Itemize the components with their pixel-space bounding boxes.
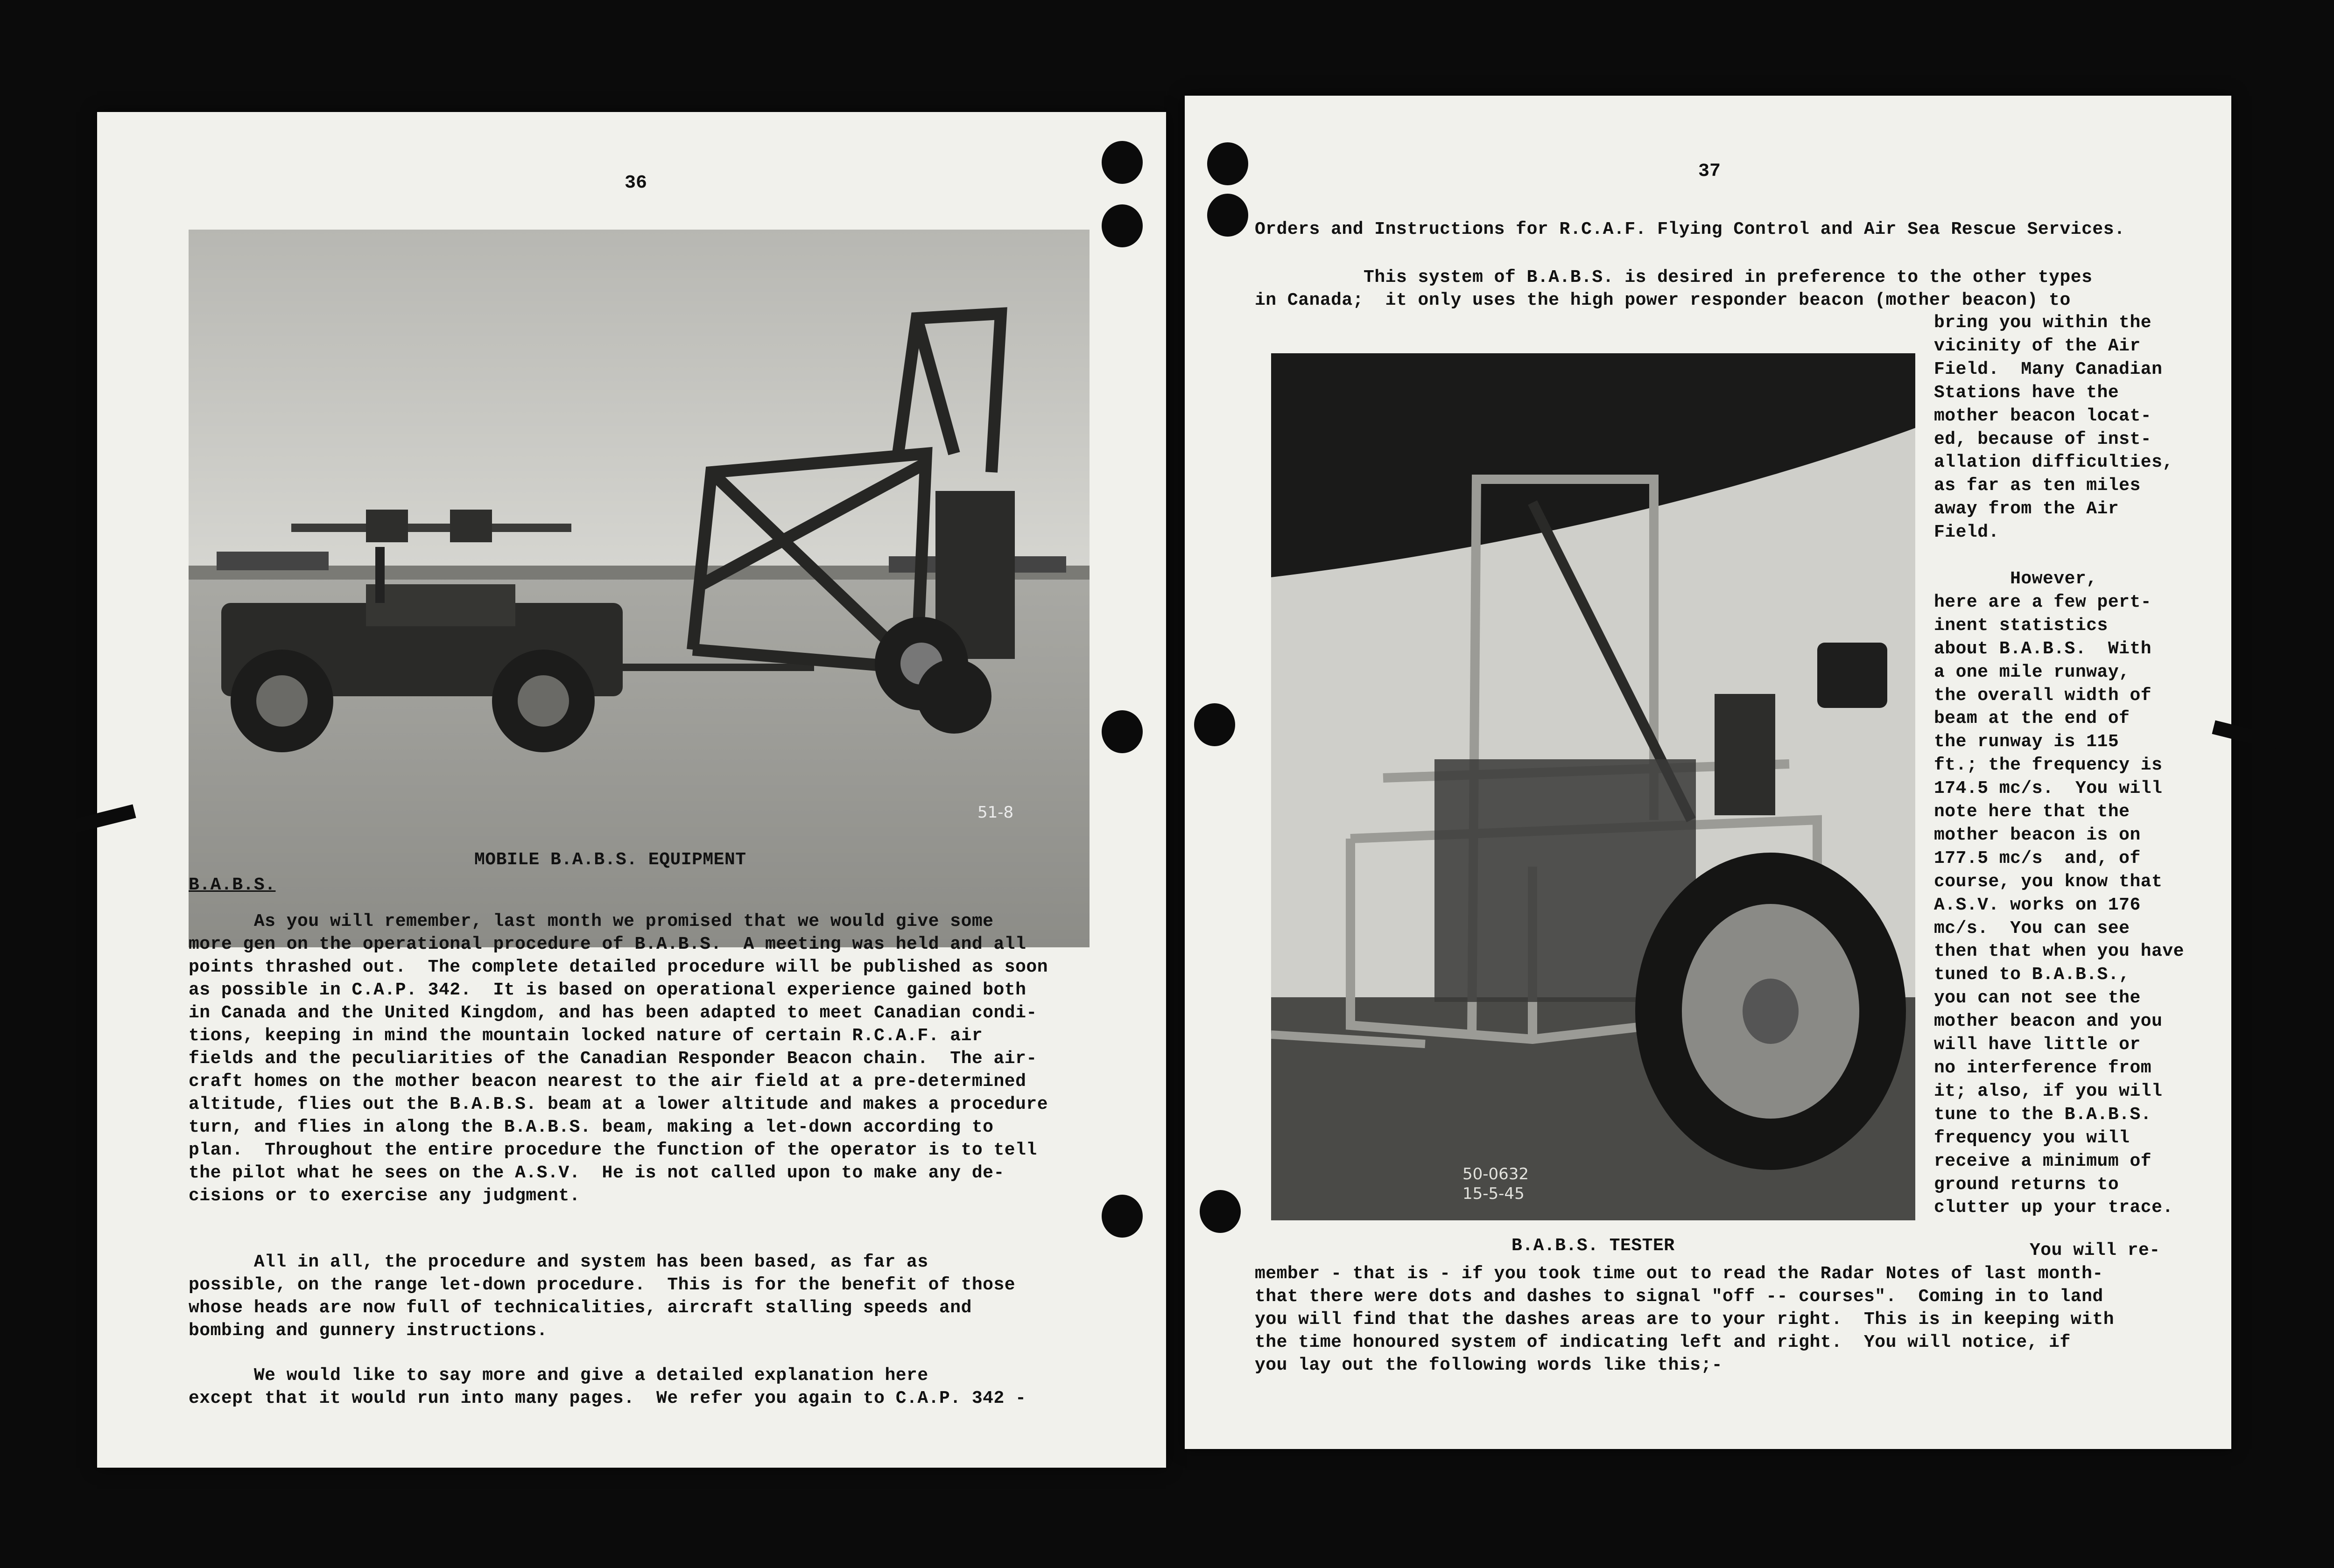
punch-hole bbox=[1200, 1190, 1241, 1233]
page-number: 36 bbox=[625, 173, 647, 194]
page-number: 37 bbox=[1698, 161, 1721, 182]
punch-hole bbox=[1194, 703, 1235, 746]
section-heading: B.A.B.S. bbox=[189, 875, 276, 895]
paragraph-2: All in all, the procedure and system has been based, as far as possible, on the range let-down procedure. This is for the benefit of those whose heads are now full of technicalities, aircraft stalling speeds and bombing and gunnery instructions. bbox=[189, 1252, 1016, 1341]
paragraph-1: As you will remember, last month we promised that we would give some more gen on the operational procedure of B.A.B.S. A meeting was held and all points thrashed out. The complete detailed procedure will be published as soon as possible in C.A.P. 342. It is based on operational experience gained both in Canada and the United Kingdom, and has been adapted to meet Canadian condi- tions, keeping in mind the mountain locked nature of certain R.C.A.F. air fields and the peculiarities of the Canadian Responder Beacon chain. The air- craft homes on the mother beacon nearest to the air field at a pre-determined altitude, flies out the B.A.B.S. beam at a lower altitude and makes a procedure turn, and flies in along the B.A.B.S. beam, making a let-down according to plan. Throughout the entire procedure the function of the operator is to tell the pilot what he sees on the A.S.V. He is not called upon to make any de- cisions or to exercise any judgment. bbox=[189, 911, 1048, 1206]
punch-hole bbox=[1102, 1195, 1143, 1238]
bottom-text: member - that is - if you took time out to read the Radar Notes of last month- that there were dots and dashes to signal "off -- courses". Coming in to land you will find that the dashes areas are to your right. This is in keeping with the time honoured system of indicating left and right. You will notice, if you lay out the following words like this;- bbox=[1255, 1264, 2114, 1375]
page-header: Orders and Instructions for R.C.A.F. Flying Control and Air Sea Rescue Services. bbox=[1255, 219, 2125, 239]
photo-stamp: 15-5-45 bbox=[1462, 1184, 1525, 1203]
photo-caption: MOBILE B.A.B.S. EQUIPMENT bbox=[474, 850, 746, 870]
right-page bbox=[1185, 96, 2231, 1449]
paragraph-3: We would like to say more and give a detailed explanation here except that it would run into many pages. We refer you again to C.A.P. 342 - bbox=[189, 1365, 1026, 1408]
photo-stamp: 51-8 bbox=[977, 803, 1014, 822]
side-column-text: bring you within the vicinity of the Air Field. Many Canadian Stations have the mother beacon locat- ed, because of inst- allation difficulties, as far as ten miles away from the Air Field. However, here are a few pert- inent statistics about B.A.B.S. With a one mile runway, the overall width of beam at the end of the runway is 115 ft.; the frequency is 174.5 mc/s. You will note here that the mother beacon is on 177.5 mc/s and, of course, you know that A.S.V. works on 176 mc/s. You can see then that when you have tuned to B.A.B.S., you can not see the mother beacon and you will have little or no interference from it; also, if you will tune to the B.A.B.S. frequency you will receive a minimum of ground returns to clutter up your trace. bbox=[1934, 313, 2184, 1218]
photo-stamp: 50-0632 bbox=[1462, 1165, 1529, 1183]
photo-caption: B.A.B.S. TESTER bbox=[1511, 1236, 1675, 1256]
punch-hole bbox=[1102, 710, 1143, 753]
intro-text: This system of B.A.B.S. is desired in preference to the other types in Canada; it only uses the high power responder beacon (mother beacon) to bbox=[1255, 267, 2093, 310]
caption-continuation: You will re- bbox=[2030, 1240, 2160, 1260]
mobile-babs-photo bbox=[189, 230, 1090, 947]
babs-tester-photo bbox=[1271, 353, 1915, 1220]
punch-hole bbox=[1207, 142, 1248, 185]
left-page bbox=[97, 112, 1166, 1468]
punch-hole bbox=[1102, 141, 1143, 184]
punch-hole bbox=[1102, 204, 1143, 247]
punch-hole bbox=[1207, 194, 1248, 237]
